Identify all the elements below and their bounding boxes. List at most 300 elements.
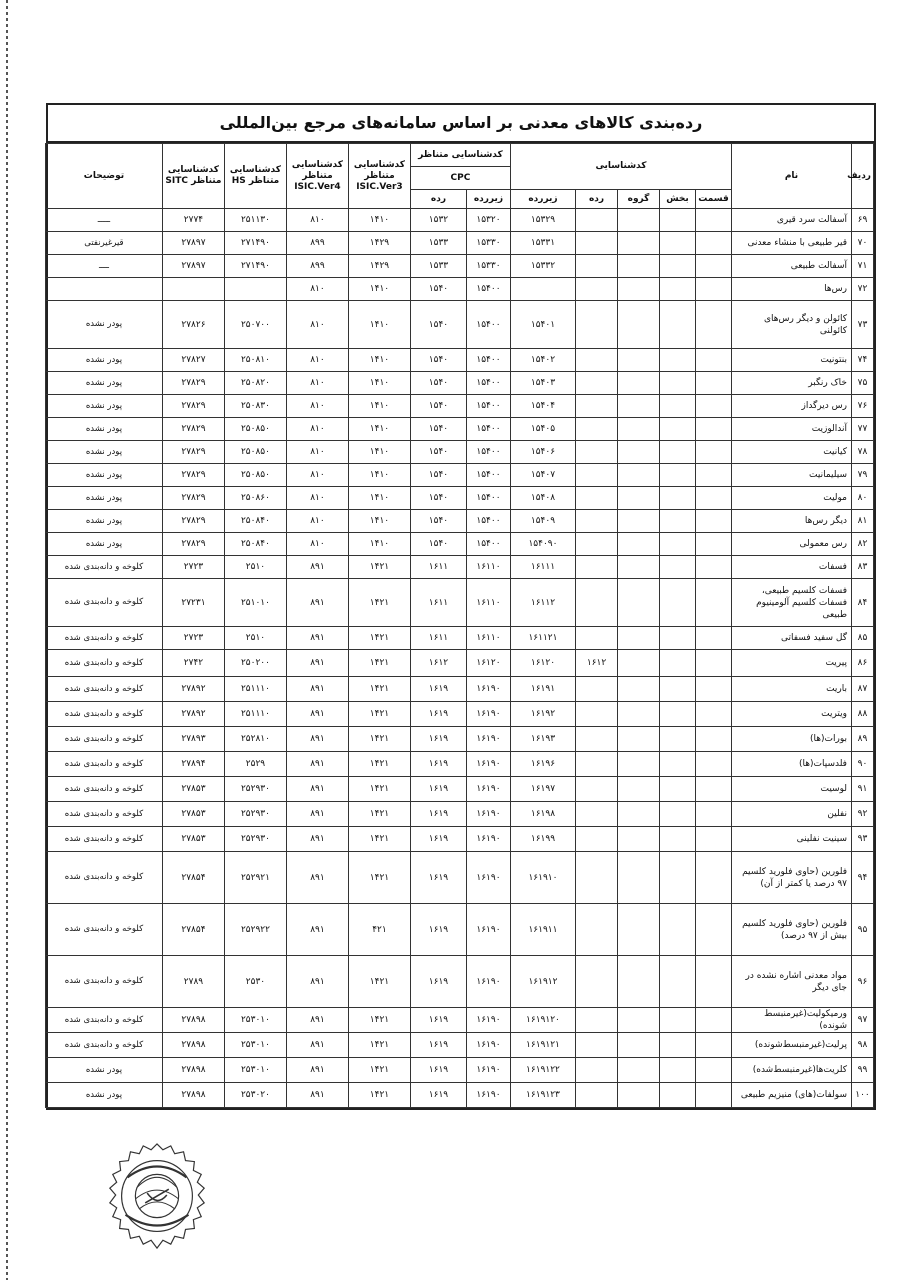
- row-zirradeh: ۱۶۱۹۳: [510, 727, 575, 752]
- row-name: بنتونیت: [732, 349, 852, 372]
- row-isic3: ۱۴۱۰: [348, 533, 410, 556]
- row-desc: پودر نشده: [45, 441, 162, 464]
- row-isic3: ۱۴۲۱: [348, 677, 410, 702]
- row-radeh: [576, 418, 618, 441]
- row-name: سینیت نفلینی: [732, 827, 852, 852]
- row-number: ۷۶: [852, 395, 874, 418]
- row-sitc: ۲۷۸۹۳: [162, 727, 224, 752]
- row-number: ۸۴: [852, 579, 874, 627]
- row-number: ۹۳: [852, 827, 874, 852]
- row-cpc-radeh: ۱۵۳۲: [410, 209, 466, 232]
- row-sitc: ۲۷۸۲۹: [162, 441, 224, 464]
- table-row: [45, 904, 873, 956]
- row-isic3: ۱۴۱۰: [348, 372, 410, 395]
- row-gorooh: [618, 255, 660, 278]
- row-name: دیگر رس‌ها: [732, 510, 852, 533]
- row-sitc: ۲۷۸۵۴: [162, 852, 224, 904]
- row-isic3: ۱۴۲۱: [348, 579, 410, 627]
- row-isic4: ۸۱۰: [286, 487, 348, 510]
- row-radeh: [576, 1033, 618, 1058]
- row-sitc: ۲۷۸۲۹: [162, 487, 224, 510]
- row-cpc-radeh: ۱۵۴۰: [410, 464, 466, 487]
- row-name: فسفات کلسیم طبیعی، فسفات کلسیم آلومینیوم طبیعی: [732, 579, 852, 627]
- table-row: [45, 301, 873, 349]
- row-gorooh: [618, 627, 660, 650]
- row-number: ۹۹: [852, 1058, 874, 1083]
- row-name: نفلین: [732, 802, 852, 827]
- row-hs: ۲۵۲۹: [224, 752, 286, 777]
- table-row: [45, 1008, 873, 1033]
- row-isic3: ۱۴۱۰: [348, 209, 410, 232]
- row-qesmat: [696, 956, 732, 1008]
- row-isic4: ۸۹۱: [286, 904, 348, 956]
- row-cpc-zirradeh: ۱۵۴۰۰: [466, 372, 510, 395]
- table-row: [45, 827, 873, 852]
- row-cpc-zirradeh: ۱۵۳۲۰: [466, 209, 510, 232]
- row-isic4: ۸۹۱: [286, 1008, 348, 1033]
- row-isic4: ۸۹۱: [286, 827, 348, 852]
- row-gorooh: [618, 956, 660, 1008]
- table-row: [45, 441, 873, 464]
- row-number: ۸۹: [852, 727, 874, 752]
- row-qesmat: [696, 579, 732, 627]
- row-bakhsh: [660, 777, 696, 802]
- row-bakhsh: [660, 510, 696, 533]
- row-qesmat: [696, 232, 732, 255]
- row-hs: ۲۵۳۰۱۰: [224, 1033, 286, 1058]
- row-number: ۸۸: [852, 702, 874, 727]
- table-row: [45, 1058, 873, 1083]
- row-sitc: ۲۷۸۹۸: [162, 1033, 224, 1058]
- row-hs: ۲۵۰۸۳۰: [224, 395, 286, 418]
- row-radeh: [576, 349, 618, 372]
- row-gorooh: [618, 1058, 660, 1083]
- row-zirradeh: ۱۶۱۹۱۲۲: [510, 1058, 575, 1083]
- row-cpc-radeh: ۱۵۴۰: [410, 395, 466, 418]
- row-cpc-radeh: ۱۵۴۰: [410, 533, 466, 556]
- row-isic3: ۱۴۲۹: [348, 255, 410, 278]
- row-zirradeh: ۱۶۱۹۷: [510, 777, 575, 802]
- row-gorooh: [618, 395, 660, 418]
- row-name: رس معمولی: [732, 533, 852, 556]
- row-isic4: ۸۹۱: [286, 650, 348, 677]
- row-hs: ۲۵۲۸۱۰: [224, 727, 286, 752]
- row-isic4: ۸۱۰: [286, 372, 348, 395]
- row-isic3: ۱۴۲۹: [348, 232, 410, 255]
- row-isic3: ۱۴۲۱: [348, 827, 410, 852]
- row-isic3: ۱۴۱۰: [348, 278, 410, 301]
- row-desc: ـــــ: [45, 209, 162, 232]
- row-qesmat: [696, 1008, 732, 1033]
- row-isic4: ۸۱۰: [286, 349, 348, 372]
- row-cpc-zirradeh: ۱۶۱۲۰: [466, 650, 510, 677]
- row-isic3: ۱۴۲۱: [348, 650, 410, 677]
- row-name: مولیت: [732, 487, 852, 510]
- row-sitc: ۲۷۸۹۲: [162, 702, 224, 727]
- row-gorooh: [618, 1008, 660, 1033]
- row-cpc-radeh: ۱۶۱۹: [410, 677, 466, 702]
- row-name: رس دیرگداز: [732, 395, 852, 418]
- row-isic4: ۸۱۰: [286, 464, 348, 487]
- row-sitc: ۲۷۸۹۸: [162, 1058, 224, 1083]
- row-cpc-zirradeh: ۱۶۱۹۰: [466, 956, 510, 1008]
- row-hs: ۲۵۰۸۵۰: [224, 441, 286, 464]
- row-cpc-zirradeh: ۱۶۱۹۰: [466, 752, 510, 777]
- row-number: ۹۶: [852, 956, 874, 1008]
- row-cpc-radeh: ۱۵۴۰: [410, 301, 466, 349]
- row-isic3: ۱۴۱۰: [348, 487, 410, 510]
- row-radeh: [576, 579, 618, 627]
- row-number: ۸۷: [852, 677, 874, 702]
- row-name: باریت: [732, 677, 852, 702]
- row-sitc: ۲۷۴۲: [162, 650, 224, 677]
- row-cpc-zirradeh: ۱۶۱۱۰: [466, 579, 510, 627]
- table-row: [45, 556, 873, 579]
- row-gorooh: [618, 487, 660, 510]
- row-sitc: ۲۷۸۵۳: [162, 777, 224, 802]
- row-number: ۸۱: [852, 510, 874, 533]
- row-number: ۸۵: [852, 627, 874, 650]
- row-cpc-radeh: ۱۶۱۹: [410, 827, 466, 852]
- table-row: [45, 727, 873, 752]
- row-zirradeh: ۱۵۴۰۵: [510, 418, 575, 441]
- row-cpc-radeh: ۱۵۴۰: [410, 510, 466, 533]
- table-row: [45, 464, 873, 487]
- row-name: پیریت: [732, 650, 852, 677]
- row-gorooh: [618, 510, 660, 533]
- row-bakhsh: [660, 827, 696, 852]
- row-radeh: [576, 827, 618, 852]
- row-isic4: ۸۹۱: [286, 556, 348, 579]
- row-cpc-zirradeh: ۱۵۴۰۰: [466, 533, 510, 556]
- row-sitc: ۲۷۸۵۳: [162, 827, 224, 852]
- row-zirradeh: ۱۶۱۹۱: [510, 677, 575, 702]
- row-name: قیر طبیعی با منشاء معدنی: [732, 232, 852, 255]
- row-bakhsh: [660, 255, 696, 278]
- row-name: ویتریت: [732, 702, 852, 727]
- table-row: [45, 209, 873, 232]
- row-isic4: ۸۹۱: [286, 627, 348, 650]
- row-isic3: ۱۴۲۱: [348, 1083, 410, 1108]
- table-row: [45, 510, 873, 533]
- row-zirradeh: ۱۵۴۰۹: [510, 510, 575, 533]
- row-isic4: ۸۹۱: [286, 752, 348, 777]
- header-cpc-radeh: رده: [410, 190, 466, 209]
- row-bakhsh: [660, 802, 696, 827]
- row-hs: ۲۵۳۰: [224, 956, 286, 1008]
- row-gorooh: [618, 650, 660, 677]
- header-gorooh: گروه: [618, 190, 660, 209]
- row-bakhsh: [660, 1058, 696, 1083]
- table-body: [45, 209, 873, 1108]
- row-radeh: [576, 556, 618, 579]
- row-hs: ۲۵۲۹۳۰: [224, 827, 286, 852]
- table-row: [45, 1083, 873, 1108]
- row-desc: کلوخه و دانه‌بندی شده: [45, 627, 162, 650]
- row-isic3: ۱۴۲۱: [348, 702, 410, 727]
- row-zirradeh: ۱۶۱۱۲۱: [510, 627, 575, 650]
- row-cpc-zirradeh: ۱۶۱۱۰: [466, 627, 510, 650]
- row-gorooh: [618, 441, 660, 464]
- row-desc: کلوخه و دانه‌بندی شده: [45, 650, 162, 677]
- row-radeh: [576, 956, 618, 1008]
- row-qesmat: [696, 418, 732, 441]
- row-hs: ۲۷۱۴۹۰: [224, 232, 286, 255]
- row-radeh: [576, 209, 618, 232]
- row-number: ۷۸: [852, 441, 874, 464]
- row-radeh: [576, 702, 618, 727]
- row-isic3: ۱۴۱۰: [348, 418, 410, 441]
- header-cpc-zirradeh: زیررده: [466, 190, 510, 209]
- row-gorooh: [618, 278, 660, 301]
- row-bakhsh: [660, 232, 696, 255]
- table-row: [45, 418, 873, 441]
- row-bakhsh: [660, 301, 696, 349]
- table-row: [45, 627, 873, 650]
- row-isic4: ۸۱۰: [286, 533, 348, 556]
- row-cpc-radeh: ۱۶۱۹: [410, 752, 466, 777]
- row-cpc-zirradeh: ۱۶۱۹۰: [466, 1058, 510, 1083]
- row-isic4: ۸۹۹: [286, 255, 348, 278]
- row-desc: کلوخه و دانه‌بندی شده: [45, 1008, 162, 1033]
- row-isic3: ۱۴۲۱: [348, 777, 410, 802]
- header-cpc-top: کدشناسایی متناظر: [410, 144, 510, 167]
- row-hs: ۲۵۲۹۲۲: [224, 904, 286, 956]
- row-isic3: ۴۲۱: [348, 904, 410, 956]
- table-row: [45, 487, 873, 510]
- row-radeh: [576, 255, 618, 278]
- row-cpc-zirradeh: ۱۶۱۹۰: [466, 702, 510, 727]
- row-cpc-radeh: ۱۵۴۰: [410, 372, 466, 395]
- row-sitc: ۲۷۸۲۹: [162, 418, 224, 441]
- row-desc: پودر نشده: [45, 349, 162, 372]
- row-desc: کلوخه و دانه‌بندی شده: [45, 777, 162, 802]
- row-qesmat: [696, 1058, 732, 1083]
- row-qesmat: [696, 627, 732, 650]
- row-sitc: ۲۷۸۵۴: [162, 904, 224, 956]
- row-number: ۶۹: [852, 209, 874, 232]
- row-gorooh: [618, 232, 660, 255]
- row-isic3: ۱۴۱۰: [348, 301, 410, 349]
- row-sitc: ۲۷۸۲۶: [162, 301, 224, 349]
- header-name: نام: [732, 144, 852, 209]
- row-sitc: ۲۷۸۹۷: [162, 255, 224, 278]
- row-desc: قیرغیرنفتی: [45, 232, 162, 255]
- row-number: ۹۸: [852, 1033, 874, 1058]
- row-radeh: [576, 802, 618, 827]
- row-desc: پودر نشده: [45, 418, 162, 441]
- row-cpc-zirradeh: ۱۶۱۹۰: [466, 1033, 510, 1058]
- row-cpc-zirradeh: ۱۶۱۹۰: [466, 802, 510, 827]
- row-zirradeh: ۱۶۱۹۱۱: [510, 904, 575, 956]
- row-name: گل سفید فسفاتی: [732, 627, 852, 650]
- row-number: ۸۲: [852, 533, 874, 556]
- row-qesmat: [696, 464, 732, 487]
- row-number: ۸۶: [852, 650, 874, 677]
- row-gorooh: [618, 802, 660, 827]
- row-cpc-zirradeh: ۱۶۱۹۰: [466, 1083, 510, 1108]
- row-isic4: ۸۹۱: [286, 677, 348, 702]
- row-bakhsh: [660, 441, 696, 464]
- row-gorooh: [618, 418, 660, 441]
- row-desc: کلوخه و دانه‌بندی شده: [45, 1033, 162, 1058]
- row-number: ۷۹: [852, 464, 874, 487]
- scan-edge: [6, 0, 8, 1280]
- row-bakhsh: [660, 209, 696, 232]
- row-isic3: ۱۴۲۱: [348, 556, 410, 579]
- row-zirradeh: ۱۵۴۰۳: [510, 372, 575, 395]
- row-isic4: ۸۱۰: [286, 441, 348, 464]
- row-hs: ۲۵۱۰: [224, 556, 286, 579]
- row-hs: ۲۵۳۰۱۰: [224, 1058, 286, 1083]
- row-number: ۹۲: [852, 802, 874, 827]
- row-zirradeh: ۱۵۴۰۹۰: [510, 533, 575, 556]
- row-radeh: [576, 395, 618, 418]
- classification-sheet: [46, 103, 876, 1110]
- row-gorooh: [618, 852, 660, 904]
- row-cpc-zirradeh: ۱۶۱۹۰: [466, 852, 510, 904]
- row-isic3: ۱۴۱۰: [348, 349, 410, 372]
- row-cpc-radeh: ۱۶۱۹: [410, 1058, 466, 1083]
- row-hs: ۲۵۲۹۳۰: [224, 802, 286, 827]
- row-bakhsh: [660, 1008, 696, 1033]
- header-isic3: کدشناسایی متناظر ISIC.Ver3: [348, 144, 410, 209]
- row-cpc-zirradeh: ۱۵۴۰۰: [466, 349, 510, 372]
- row-qesmat: [696, 904, 732, 956]
- row-cpc-radeh: ۱۶۱۹: [410, 852, 466, 904]
- header-bakhsh: بخش: [660, 190, 696, 209]
- row-zirradeh: ۱۵۴۰۱: [510, 301, 575, 349]
- row-radeh: ۱۶۱۲: [576, 650, 618, 677]
- row-radeh: [576, 1008, 618, 1033]
- table-row: [45, 278, 873, 301]
- row-hs: ۲۵۱۰: [224, 627, 286, 650]
- row-radeh: [576, 1083, 618, 1108]
- row-cpc-radeh: ۱۶۱۲: [410, 650, 466, 677]
- row-zirradeh: ۱۵۴۰۴: [510, 395, 575, 418]
- row-radeh: [576, 752, 618, 777]
- row-sitc: ۲۷۸۲۹: [162, 510, 224, 533]
- row-isic4: ۸۱۰: [286, 278, 348, 301]
- row-qesmat: [696, 510, 732, 533]
- row-cpc-radeh: ۱۶۱۹: [410, 802, 466, 827]
- table-row: [45, 777, 873, 802]
- row-gorooh: [618, 301, 660, 349]
- row-bakhsh: [660, 650, 696, 677]
- row-name: ورمیکولیت(غیرمنبسط شونده): [732, 1008, 852, 1033]
- row-cpc-radeh: ۱۶۱۹: [410, 727, 466, 752]
- row-hs: ۲۵۰۸۵۰: [224, 418, 286, 441]
- row-sitc: ۲۷۲۳: [162, 627, 224, 650]
- table-row: [45, 349, 873, 372]
- row-radeh: [576, 1058, 618, 1083]
- row-gorooh: [618, 579, 660, 627]
- row-sitc: ۲۷۸۲۹: [162, 464, 224, 487]
- row-cpc-zirradeh: ۱۶۱۹۰: [466, 727, 510, 752]
- row-radeh: [576, 278, 618, 301]
- row-hs: ۲۵۱۱۱۰: [224, 702, 286, 727]
- row-isic4: ۸۹۱: [286, 802, 348, 827]
- table-row: [45, 372, 873, 395]
- table-row: [45, 650, 873, 677]
- row-hs: ۲۵۱۱۱۰: [224, 677, 286, 702]
- row-number: ۹۰: [852, 752, 874, 777]
- row-cpc-zirradeh: ۱۵۴۰۰: [466, 395, 510, 418]
- row-isic4: ۸۱۰: [286, 395, 348, 418]
- row-bakhsh: [660, 349, 696, 372]
- row-hs: ۲۵۰۸۲۰: [224, 372, 286, 395]
- row-desc: پودر نشده: [45, 372, 162, 395]
- row-isic4: ۸۹۱: [286, 1058, 348, 1083]
- row-name: مواد معدنی اشاره نشده در جای دیگر: [732, 956, 852, 1008]
- row-bakhsh: [660, 677, 696, 702]
- row-sitc: ۲۷۸۲۷: [162, 349, 224, 372]
- row-radeh: [576, 904, 618, 956]
- row-bakhsh: [660, 627, 696, 650]
- row-hs: ۲۵۰۸۶۰: [224, 487, 286, 510]
- row-zirradeh: ۱۶۱۹۶: [510, 752, 575, 777]
- row-qesmat: [696, 441, 732, 464]
- row-isic3: ۱۴۱۰: [348, 464, 410, 487]
- row-qesmat: [696, 852, 732, 904]
- row-name: آسفالت طبیعی: [732, 255, 852, 278]
- minerals-table: [45, 143, 874, 1108]
- row-number: ۹۵: [852, 904, 874, 956]
- row-name: کائولن و دیگر رس‌های کائولنی: [732, 301, 852, 349]
- table-row: [45, 802, 873, 827]
- row-desc: کلوخه و دانه‌بندی شده: [45, 802, 162, 827]
- row-bakhsh: [660, 418, 696, 441]
- row-zirradeh: ۱۶۱۲۰: [510, 650, 575, 677]
- row-cpc-zirradeh: ۱۶۱۹۰: [466, 777, 510, 802]
- row-zirradeh: ۱۵۳۳۲: [510, 255, 575, 278]
- row-gorooh: [618, 556, 660, 579]
- row-isic4: ۸۹۱: [286, 852, 348, 904]
- row-zirradeh: ۱۶۱۹۱۰: [510, 852, 575, 904]
- row-cpc-radeh: ۱۶۱۹: [410, 956, 466, 1008]
- row-name: آسفالت سرد قیری: [732, 209, 852, 232]
- table-row: [45, 677, 873, 702]
- row-qesmat: [696, 395, 732, 418]
- row-hs: ۲۵۰۸۴۰: [224, 510, 286, 533]
- row-isic3: ۱۴۲۱: [348, 1033, 410, 1058]
- row-radeh: [576, 510, 618, 533]
- row-sitc: ۲۷۲۳: [162, 556, 224, 579]
- row-number: ۷۲: [852, 278, 874, 301]
- row-gorooh: [618, 533, 660, 556]
- row-radeh: [576, 232, 618, 255]
- row-name: کلریت‌ها(غیرمنبسط‌شده): [732, 1058, 852, 1083]
- row-cpc-zirradeh: ۱۵۴۰۰: [466, 487, 510, 510]
- row-qesmat: [696, 650, 732, 677]
- row-bakhsh: [660, 1033, 696, 1058]
- row-desc: کلوخه و دانه‌بندی شده: [45, 579, 162, 627]
- row-sitc: ۲۷۸۲۹: [162, 533, 224, 556]
- row-name: خاک رنگبر: [732, 372, 852, 395]
- row-bakhsh: [660, 556, 696, 579]
- row-desc: کلوخه و دانه‌بندی شده: [45, 752, 162, 777]
- row-qesmat: [696, 702, 732, 727]
- row-desc: کلوخه و دانه‌بندی شده: [45, 677, 162, 702]
- row-number: ۷۵: [852, 372, 874, 395]
- row-bakhsh: [660, 278, 696, 301]
- row-radeh: [576, 533, 618, 556]
- row-gorooh: [618, 752, 660, 777]
- row-isic3: ۱۴۲۱: [348, 956, 410, 1008]
- row-zirradeh: ۱۶۱۹۱۲۰: [510, 1008, 575, 1033]
- row-number: ۹۴: [852, 852, 874, 904]
- row-bakhsh: [660, 464, 696, 487]
